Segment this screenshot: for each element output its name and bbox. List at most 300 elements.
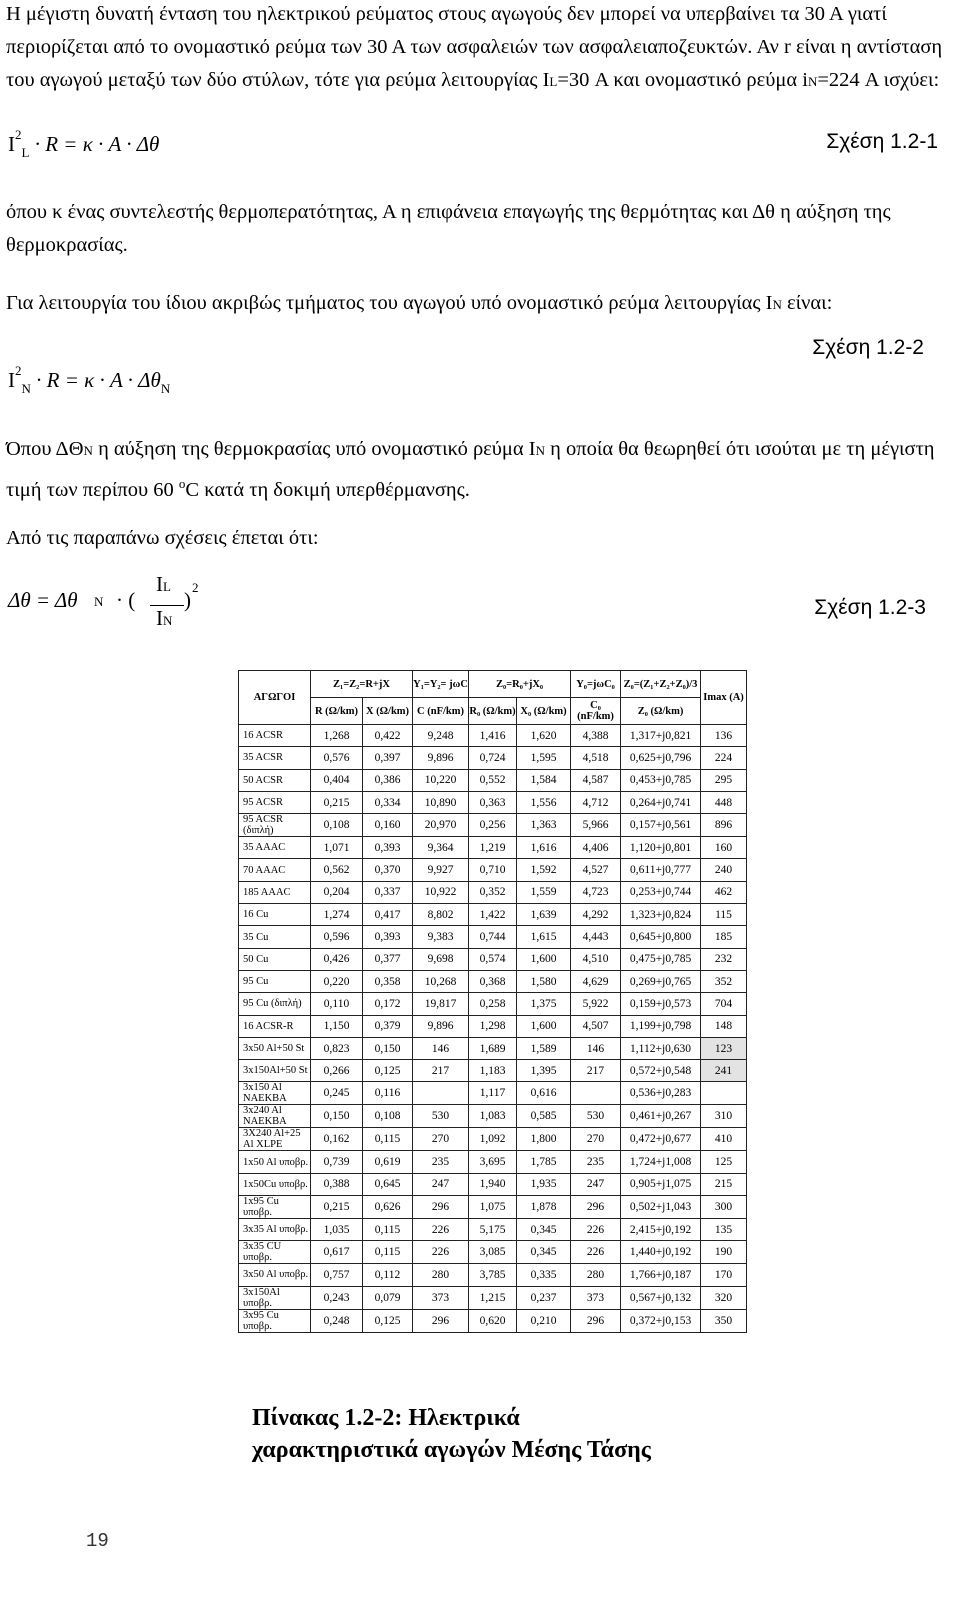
cell-r: 0,108 [311,814,363,837]
cell-x: 0,397 [363,747,413,769]
cell-c0: 4,527 [571,859,621,881]
conductor-table [238,670,747,1333]
cell-x: 0,150 [363,1037,413,1059]
cell-i: 136 [701,725,747,747]
paragraph-conclusion: Από τις παραπάνω σχέσεις έπεται ότι: [6,527,319,549]
table-row [239,970,747,992]
cell-x0: 1,785 [517,1151,571,1173]
conductor-table-wrapper [238,670,746,1382]
cell-conductor: 95 ACSR (διπλή) [239,814,311,837]
cell-z: 0,536+j0,283 [621,1082,701,1105]
cell-x0: 1,935 [517,1173,571,1195]
table-row [239,993,747,1015]
eq3-numerator [156,572,171,597]
cell-conductor: 95 ACSR [239,791,311,813]
cell-z: 0,253+j0,744 [621,881,701,903]
page-number: 19 [86,1530,109,1552]
intro-text: Η μέγιστη δυνατή ένταση του ηλεκτρικού ρεύματος στους αγωγούς δεν μπορεί να υπερβαίνει τα 30 Α γιατί περιορίζεται από το ονομαστικό ρεύμα των 30 Α των ασφαλειών των ασφαλειαποζευκτών. Αν r είναι η αντίσταση του αγωγού μεταξύ των δύο στύλων, τότε για ρεύμα λειτουργίας [6,3,943,91]
cell-r0: 0,258 [469,993,517,1015]
table-row [239,837,747,859]
cell-z: 0,567+j0,132 [621,1286,701,1309]
cell-r: 0,266 [311,1060,363,1082]
paragraph-definitions: όπου κ ένας συντελεστής θερμοπερατότητας, Α η επιφάνεια επαγωγής της θερμότητας και Δθ η αύξηση της θερμοκρασίας. [6,201,891,256]
cell-i: 310 [701,1105,747,1128]
header-zc-unit: Z₀ (Ω/km) [621,698,701,725]
cell-i: 295 [701,769,747,791]
cell-x: 0,116 [363,1082,413,1105]
cell-conductor: 1x50Cu υποβρ. [239,1173,311,1195]
cell-r0: 0,710 [469,859,517,881]
relation-label-1: Σχέση 1.2-1 [826,130,938,153]
table-row [239,1151,747,1173]
cell-x0: 1,620 [517,725,571,747]
in-subscript: N [807,74,818,89]
cell-x0: 1,616 [517,837,571,859]
eq3-subscript: N [94,594,104,609]
cell-c0: 226 [571,1219,621,1241]
table-row [239,904,747,926]
cell-z: 0,611+j0,777 [621,859,701,881]
cell-i: 148 [701,1015,747,1037]
header-z1z2: Z₁=Z₂=R+jX [311,671,413,698]
cell-z: 0,157+j0,561 [621,814,701,837]
cell-c0: 4,629 [571,970,621,992]
eq1-current: I [8,132,15,156]
cell-c: 296 [413,1309,469,1332]
cell-c: 373 [413,1286,469,1309]
cell-r0: 1,215 [469,1286,517,1309]
cell-c0: 270 [571,1128,621,1151]
cell-r: 0,576 [311,747,363,769]
cell-c0: 4,587 [571,769,621,791]
cell-r0: 1,940 [469,1173,517,1195]
cell-z: 1,112+j0,630 [621,1037,701,1059]
cell-x0: 1,592 [517,859,571,881]
cell-r0: 1,219 [469,837,517,859]
table-row [239,1264,747,1286]
cell-conductor: 16 ACSR-R [239,1015,311,1037]
eq3-num-symbol: I [156,572,163,596]
table-row [239,1241,747,1264]
table-row [239,769,747,791]
temp-subscript-1: N [83,443,93,458]
cell-c0: 4,507 [571,1015,621,1037]
cell-z: 1,317+j0,821 [621,725,701,747]
cell-r0: 1,298 [469,1015,517,1037]
cell-x: 0,393 [363,837,413,859]
cell-conductor: 95 Cu (διπλή) [239,993,311,1015]
cell-c0: 226 [571,1241,621,1264]
cell-i: 704 [701,993,747,1015]
table-row [239,1015,747,1037]
cell-z: 0,572+j0,548 [621,1060,701,1082]
header-x: X (Ω/km) [363,698,413,725]
cell-i: 232 [701,948,747,970]
eq3-exponent: 2 [192,580,199,595]
cell-c: 9,896 [413,1015,469,1037]
equation-2 [8,363,171,396]
cell-i [701,1082,747,1105]
table-row [239,1286,747,1309]
cell-conductor: 3x95 Cu υποβρ. [239,1309,311,1332]
header-r0: R₀ (Ω/km) [469,698,517,725]
header-c: C (nF/km) [413,698,469,725]
cell-x0: 1,589 [517,1037,571,1059]
paragraph-temperature [6,433,956,507]
cell-x: 0,386 [363,769,413,791]
cell-r: 0,243 [311,1286,363,1309]
cell-x0: 1,878 [517,1196,571,1219]
cell-c0: 247 [571,1173,621,1195]
header-x0: X₀ (Ω/km) [517,698,571,725]
cell-r: 0,739 [311,1151,363,1173]
cell-i: 448 [701,791,747,813]
cell-r0: 1,083 [469,1105,517,1128]
eq1-exponent: 2 [15,127,22,142]
table-row [239,926,747,948]
cell-conductor: 3x50 Al υποβρ. [239,1264,311,1286]
cell-x: 0,619 [363,1151,413,1173]
temp-subscript-2: N [535,443,545,458]
cell-x: 0,379 [363,1015,413,1037]
cell-r0: 1,183 [469,1060,517,1082]
eq3-den-symbol: I [156,606,163,630]
cell-conductor: 16 Cu [239,904,311,926]
table-body [239,725,747,1333]
cell-r0: 0,552 [469,769,517,791]
cell-x: 0,417 [363,904,413,926]
nominal-end-text: είναι: [781,292,833,314]
table-row [239,1105,747,1128]
eq3-paren-open: · ( [116,588,136,612]
cell-c0: 4,510 [571,948,621,970]
cell-conductor: 3x35 CU υποβρ. [239,1241,311,1264]
eq3-num-subscript: L [163,579,171,594]
temp-text-d: C κατά τη δοκιμή υπερθέρμανσης. [185,478,470,501]
cell-c0: 530 [571,1105,621,1128]
cell-conductor: 35 AAAC [239,837,311,859]
cell-c0: 4,443 [571,926,621,948]
table-row [239,1060,747,1082]
cell-z: 0,645+j0,800 [621,926,701,948]
cell-z: 0,453+j0,785 [621,769,701,791]
cell-x: 0,079 [363,1286,413,1309]
cell-x0: 1,559 [517,881,571,903]
paragraph-nominal [6,287,956,321]
cell-z: 1,120+j0,801 [621,837,701,859]
cell-z: 1,440+j0,192 [621,1241,701,1264]
table-row [239,1196,747,1219]
cell-r: 0,617 [311,1241,363,1264]
cell-conductor: 1x50 Al υποβρ. [239,1151,311,1173]
cell-r: 0,248 [311,1309,363,1332]
cell-r: 0,823 [311,1037,363,1059]
cell-z: 0,502+j1,043 [621,1196,701,1219]
cell-x: 0,112 [363,1264,413,1286]
cell-x0: 0,335 [517,1264,571,1286]
cell-c: 235 [413,1151,469,1173]
table-row [239,859,747,881]
cell-x: 0,370 [363,859,413,881]
header-c0: C₀ (nF/km) [571,698,621,725]
relation-label-2: Σχέση 1.2-2 [812,336,924,359]
cell-x0: 0,345 [517,1241,571,1264]
cell-x0: 0,210 [517,1309,571,1332]
cell-c: 247 [413,1173,469,1195]
cell-x0: 1,584 [517,769,571,791]
cell-conductor: 50 Cu [239,948,311,970]
il-symbol: I [542,69,550,91]
temp-text-c: η οποία θα θεωρηθεί ότι ισούται με τη μέγιστη τιμή των περίπου 60 [6,438,935,501]
cell-r: 0,204 [311,881,363,903]
il-subscript: L [549,74,558,89]
cell-r: 0,220 [311,970,363,992]
cell-i: 170 [701,1264,747,1286]
cell-r: 0,215 [311,791,363,813]
cell-i: 224 [701,747,747,769]
cell-i: 300 [701,1196,747,1219]
cell-c0: 4,723 [571,881,621,903]
cell-x: 0,115 [363,1128,413,1151]
cell-conductor: 50 ACSR [239,769,311,791]
cell-conductor: 70 AAAC [239,859,311,881]
degree-superscript: o [178,476,186,491]
cell-c: 226 [413,1219,469,1241]
cell-conductor: 3X240 Al+25 Al XLPE [239,1128,311,1151]
cell-r0: 1,075 [469,1196,517,1219]
cell-z: 2,415+j0,192 [621,1219,701,1241]
cell-r: 0,150 [311,1105,363,1128]
cell-x0: 1,395 [517,1060,571,1082]
cell-z: 0,461+j0,267 [621,1105,701,1128]
cell-r0: 0,256 [469,814,517,837]
eq2-subscript: N [21,381,31,396]
cell-r0: 1,422 [469,904,517,926]
cell-c0 [571,1082,621,1105]
equation-1 [8,127,160,160]
cell-c: 10,922 [413,881,469,903]
cell-conductor: 3x150Al υποβρ. [239,1286,311,1309]
cell-i: 160 [701,837,747,859]
eq3-paren-close: ) [184,588,191,612]
cell-r0: 3,785 [469,1264,517,1286]
header-zc: Z₀=(Z₁+Z₂+Z₀)/3 [621,671,701,698]
eq1-subscript: L [21,145,30,160]
table-row [239,881,747,903]
cell-i: 240 [701,859,747,881]
eq3-lhs: Δθ = Δθ [8,588,78,612]
cell-conductor: 16 ACSR [239,725,311,747]
header-imax: Imax (A) [701,671,747,725]
cell-x0: 1,600 [517,948,571,970]
cell-r0: 3,085 [469,1241,517,1264]
cell-i: 462 [701,881,747,903]
cell-c: 280 [413,1264,469,1286]
header-y0: Y₀=jωC₀ [571,671,621,698]
nominal-subscript: N [772,297,782,312]
cell-conductor: 3x240 Al NAEKBA [239,1105,311,1128]
cell-r0: 0,363 [469,791,517,813]
cell-i: 350 [701,1309,747,1332]
cell-conductor: 95 Cu [239,970,311,992]
cell-x: 0,422 [363,725,413,747]
cell-c: 8,802 [413,904,469,926]
cell-x0: 1,556 [517,791,571,813]
caption-line-2: χαρακτηριστικά αγωγών Μέσης Τάσης [252,1437,651,1463]
cell-conductor: 3x150Al+50 St [239,1060,311,1082]
cell-x0: 1,595 [517,747,571,769]
cell-x: 0,626 [363,1196,413,1219]
eq3-denominator [156,606,172,631]
cell-r0: 0,352 [469,881,517,903]
table-row [239,1037,747,1059]
cell-c: 10,268 [413,970,469,992]
cell-c0: 146 [571,1037,621,1059]
cell-x: 0,334 [363,791,413,813]
intro-end-text: =224 Α ισχύει: [817,69,940,91]
cell-r0: 1,117 [469,1082,517,1105]
relation-label-3: Σχέση 1.2-3 [814,596,926,619]
cell-i: 123 [701,1037,747,1059]
cell-x: 0,337 [363,881,413,903]
cell-x: 0,125 [363,1309,413,1332]
cell-x: 0,115 [363,1241,413,1264]
cell-c: 9,698 [413,948,469,970]
cell-c0: 4,292 [571,904,621,926]
cell-c0: 5,966 [571,814,621,837]
eq1-rest: · R = κ · A · Δθ [29,132,160,156]
cell-r0: 3,695 [469,1151,517,1173]
cell-r0: 0,368 [469,970,517,992]
cell-x0: 1,800 [517,1128,571,1151]
cell-c: 9,383 [413,926,469,948]
cell-r: 0,562 [311,859,363,881]
cell-c: 19,817 [413,993,469,1015]
eq2-exponent: 2 [15,363,22,378]
cell-c: 9,896 [413,747,469,769]
cell-r0: 0,744 [469,926,517,948]
cell-z: 0,372+j0,153 [621,1309,701,1332]
table-row [239,814,747,837]
cell-z: 0,472+j0,677 [621,1128,701,1151]
cell-c0: 5,922 [571,993,621,1015]
cell-conductor: 3x150 Al NAEKBA [239,1082,311,1105]
cell-c: 20,970 [413,814,469,837]
cell-x0: 1,600 [517,1015,571,1037]
cell-c0: 235 [571,1151,621,1173]
cell-i: 125 [701,1151,747,1173]
cell-c: 9,248 [413,725,469,747]
cell-r: 0,162 [311,1128,363,1151]
table-row [239,791,747,813]
table-row [239,1128,747,1151]
table-row [239,1173,747,1195]
cell-r: 1,268 [311,725,363,747]
cell-c [413,1082,469,1105]
cell-conductor: 3x50 Al+50 St [239,1037,311,1059]
cell-z: 1,766+j0,187 [621,1264,701,1286]
cell-c: 226 [413,1241,469,1264]
cell-conductor: 1x95 Cu υποβρ. [239,1196,311,1219]
eq2-current: I [8,368,15,392]
table-row [239,1219,747,1241]
cell-x0: 0,237 [517,1286,571,1309]
cell-c0: 4,712 [571,791,621,813]
cell-x: 0,160 [363,814,413,837]
cell-r: 1,150 [311,1015,363,1037]
cell-x0: 0,616 [517,1082,571,1105]
cell-x: 0,377 [363,948,413,970]
cell-x0: 1,639 [517,904,571,926]
cell-x0: 1,615 [517,926,571,948]
cell-z: 0,269+j0,765 [621,970,701,992]
cell-i: 115 [701,904,747,926]
table-row [239,725,747,747]
cell-c: 10,220 [413,769,469,791]
cell-z: 0,625+j0,796 [621,747,701,769]
table-caption [252,1402,651,1466]
cell-x: 0,645 [363,1173,413,1195]
table-row [239,1082,747,1105]
table-row [239,747,747,769]
cell-conductor: 185 AAAC [239,881,311,903]
cell-x0: 1,580 [517,970,571,992]
header-z0: Z₀=R₀+jX₀ [469,671,571,698]
cell-z: 1,323+j0,824 [621,904,701,926]
cell-i: 215 [701,1173,747,1195]
cell-i: 896 [701,814,747,837]
eq2-theta-subscript: N [160,381,171,396]
cell-r: 0,215 [311,1196,363,1219]
cell-x: 0,125 [363,1060,413,1082]
cell-c0: 373 [571,1286,621,1309]
cell-c0: 296 [571,1309,621,1332]
cell-r: 0,245 [311,1082,363,1105]
cell-i: 135 [701,1219,747,1241]
cell-i: 241 [701,1060,747,1082]
cell-z: 1,724+j1,008 [621,1151,701,1173]
table-row [239,948,747,970]
cell-c0: 4,518 [571,747,621,769]
cell-conductor: 35 Cu [239,926,311,948]
cell-c0: 4,406 [571,837,621,859]
cell-r: 0,596 [311,926,363,948]
cell-conductor: 35 ACSR [239,747,311,769]
cell-z: 0,905+j1,075 [621,1173,701,1195]
cell-z: 0,159+j0,573 [621,993,701,1015]
paragraph-intro [6,0,956,98]
cell-r: 0,757 [311,1264,363,1286]
cell-z: 0,264+j0,741 [621,791,701,813]
cell-c: 296 [413,1196,469,1219]
cell-r: 1,035 [311,1219,363,1241]
caption-line-1: Πίνακας 1.2-2: Ηλεκτρικά [252,1405,520,1431]
cell-i: 185 [701,926,747,948]
cell-i: 320 [701,1286,747,1309]
cell-x: 0,358 [363,970,413,992]
cell-x0: 1,363 [517,814,571,837]
cell-x0: 1,375 [517,993,571,1015]
cell-r0: 0,574 [469,948,517,970]
cell-r: 0,404 [311,769,363,791]
cell-r: 1,071 [311,837,363,859]
eq2-rest: · R = κ · A · Δθ [30,368,161,392]
eq3-den-subscript: N [163,613,173,628]
cell-z: 1,199+j0,798 [621,1015,701,1037]
cell-i: 190 [701,1241,747,1264]
cell-x0: 0,345 [517,1219,571,1241]
cell-c: 9,364 [413,837,469,859]
